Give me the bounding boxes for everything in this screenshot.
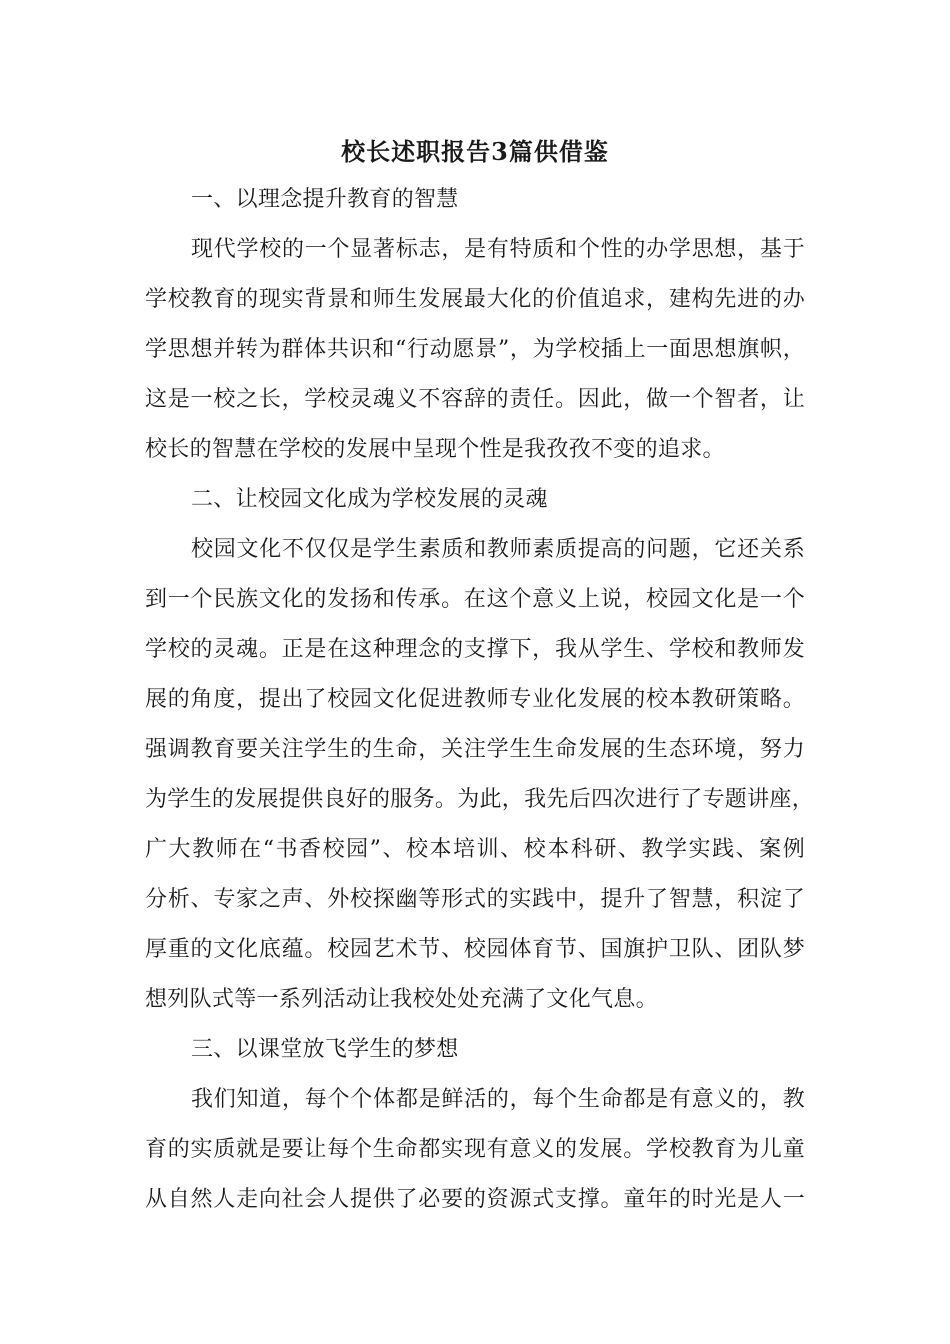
section-heading-2: 二、让校园文化成为学校发展的灵魂 [191,487,548,512]
paragraph-line: 厚重的文化底蕴。校园艺术节、校园体育节、国旗护卫队、团队梦 [145,937,805,962]
paragraph-line: 到一个民族文化的发扬和传承。在这个意义上说，校园文化是一个 [145,587,805,612]
paragraph-line: 育的实质就是要让每个生命都实现有意义的发展。学校教育为儿童 [145,1137,805,1162]
section-heading-3: 三、以课堂放飞学生的梦想 [191,1037,459,1062]
paragraph-line: 学校教育的现实背景和师生发展最大化的价值追求，建构先进的办 [145,287,805,312]
paragraph-line: 分析、专家之声、外校探幽等形式的实践中，提升了智慧，积淀了 [145,887,805,912]
paragraph-line: 展的角度，提出了校园文化促进教师专业化发展的校本教研策略。 [145,687,805,712]
paragraph-line: 强调教育要关注学生的生命，关注学生生命发展的生态环境，努力 [145,737,805,762]
paragraph-line: 校园文化不仅仅是学生素质和教师素质提高的问题，它还关系 [191,537,805,562]
paragraph-line: 我们知道，每个个体都是鲜活的，每个生命都是有意义的，教 [191,1087,805,1112]
document-title: 校长述职报告3篇供借鉴 [341,137,609,166]
paragraph-line: 校长的智慧在学校的发展中呈现个性是我孜孜不变的追求。 [145,437,725,462]
paragraph-line: 现代学校的一个显著标志，是有特质和个性的办学思想，基于 [191,237,805,262]
section-heading-1: 一、以理念提升教育的智慧 [191,187,459,212]
paragraph-line: 学校的灵魂。正是在这种理念的支撑下，我从学生、学校和教师发 [145,637,805,662]
paragraph-line: 这是一校之长，学校灵魂义不容辞的责任。因此，做一个智者，让 [145,387,805,412]
paragraph-line: 广大教师在“书香校园”、校本培训、校本科研、教学实践、案例 [145,837,805,862]
paragraph-line: 为学生的发展提供良好的服务。为此，我先后四次进行了专题讲座， [145,787,815,812]
paragraph-line: 想列队式等一系列活动让我校处处充满了文化气息。 [145,987,658,1012]
paragraph-line: 学思想并转为群体共识和“行动愿景”，为学校插上一面思想旗帜， [145,337,805,362]
document-body [145,182,815,1232]
paragraph-line: 从自然人走向社会人提供了必要的资源式支撑。童年的时光是人一 [145,1187,805,1212]
